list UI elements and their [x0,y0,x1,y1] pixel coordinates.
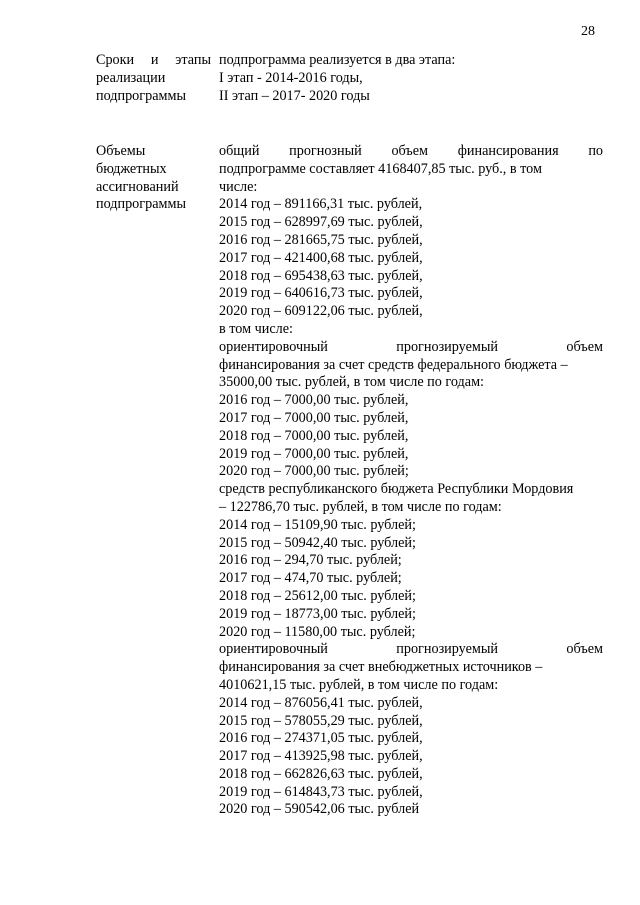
total-year-line: 2017 год – 421400,68 тыс. рублей, [219,249,423,266]
funding-intro-word: финансирования [457,143,559,159]
extra-year-line: 2018 год – 662826,63 тыс. рублей, [219,765,423,782]
extra-line-2: финансирования за счет внебюджетных источников – [219,659,543,676]
stages-label [96,52,211,105]
funding-intro-word: по [588,143,603,159]
stages-label-word: и [150,52,159,68]
funding-label-line: бюджетных [96,160,167,177]
funding-label [96,143,211,214]
republic-year-line: 2017 год – 474,70 тыс. рублей; [219,570,402,587]
total-year-line: 2016 год – 281665,75 тыс. рублей, [219,231,423,248]
republic-year-line: 2015 год – 50942,40 тыс. рублей; [219,534,416,551]
funding-intro-word: общий [219,143,260,159]
federal-word: ориентировочный [219,338,328,355]
stages-label-word: этапы [175,52,211,68]
republic-year-line: 2014 год – 15109,90 тыс. рублей; [219,516,416,533]
federal-word: объем [566,338,603,355]
funding-intro-word: прогнозный [289,143,362,159]
federal-year-line: 2018 год – 7000,00 тыс. рублей, [219,427,409,444]
republic-line-2: – 122786,70 тыс. рублей, в том числе по годам: [219,498,502,515]
republic-line-1: средств республиканского бюджета Республики Мордовия [219,481,574,498]
funding-content [219,143,603,819]
total-year-line: 2019 год – 640616,73 тыс. рублей, [219,285,423,302]
federal-year-line: 2020 год – 7000,00 тыс. рублей; [219,463,409,480]
extra-word: объем [566,641,603,658]
funding-label-line: подпрограммы [96,196,186,213]
extra-year-line: 2014 год – 876056,41 тыс. рублей, [219,694,423,711]
stages-label-line-1 [96,52,211,70]
funding-label-line: Объемы [96,143,146,159]
extra-year-line: 2015 год – 578055,29 тыс. рублей, [219,712,423,729]
federal-year-line: 2019 год – 7000,00 тыс. рублей, [219,445,409,462]
republic-year-line: 2016 год – 294,70 тыс. рублей; [219,552,402,569]
stages-line: I этап - 2014-2016 годы, [219,69,363,86]
stages-label-line: подпрограммы [96,87,186,104]
stages-line: подпрограмма реализуется в два этапа: [219,52,456,68]
federal-year-line: 2017 год – 7000,00 тыс. рублей, [219,409,409,426]
republic-year-line: 2020 год – 11580,00 тыс. рублей; [219,623,416,640]
total-year-line: 2015 год – 628997,69 тыс. рублей, [219,214,423,231]
funding-intro-line-1 [219,143,603,161]
federal-year-line: 2016 год – 7000,00 тыс. рублей, [219,392,409,409]
funding-intro-word: объем [391,143,429,159]
total-year-line: 2020 год – 609122,06 тыс. рублей, [219,303,423,320]
extra-year-line: 2017 год – 413925,98 тыс. рублей, [219,748,423,765]
including-line: в том числе: [219,320,293,337]
stages-label-word: Сроки [96,52,135,68]
extra-year-line: 2016 год – 274371,05 тыс. рублей, [219,730,423,747]
republic-year-line: 2018 год – 25612,00 тыс. рублей; [219,587,416,604]
funding-intro-line-3: числе: [219,178,258,195]
funding-intro-line-2: подпрограмме составляет 4168407,85 тыс. руб., в том [219,160,542,177]
federal-word: прогнозируемый [396,338,498,355]
total-year-line: 2014 год – 891166,31 тыс. рублей, [219,196,423,213]
stages-line: II этап – 2017- 2020 годы [219,87,370,104]
extra-year-line: 2019 год – 614843,73 тыс. рублей, [219,783,423,800]
stages-label-line: реализации [96,69,166,86]
extra-word: ориентировочный [219,641,328,658]
extra-word: прогнозируемый [396,641,498,658]
extra-line-3: 4010621,15 тыс. рублей, в том числе по годам: [219,676,499,693]
extra-line-1 [219,641,603,659]
republic-year-line: 2019 год – 18773,00 тыс. рублей; [219,605,416,622]
extra-year-line: 2020 год – 590542,06 тыс. рублей [219,801,420,818]
stages-content [219,52,603,105]
federal-line-1 [219,339,603,357]
funding-label-line: ассигнований [96,178,179,195]
page-number: 28 [581,24,595,39]
federal-line-3: 35000,00 тыс. рублей, в том числе по годам: [219,374,484,391]
federal-line-2: финансирования за счет средств федерального бюджета – [219,356,568,373]
total-year-line: 2018 год – 695438,63 тыс. рублей, [219,267,423,284]
